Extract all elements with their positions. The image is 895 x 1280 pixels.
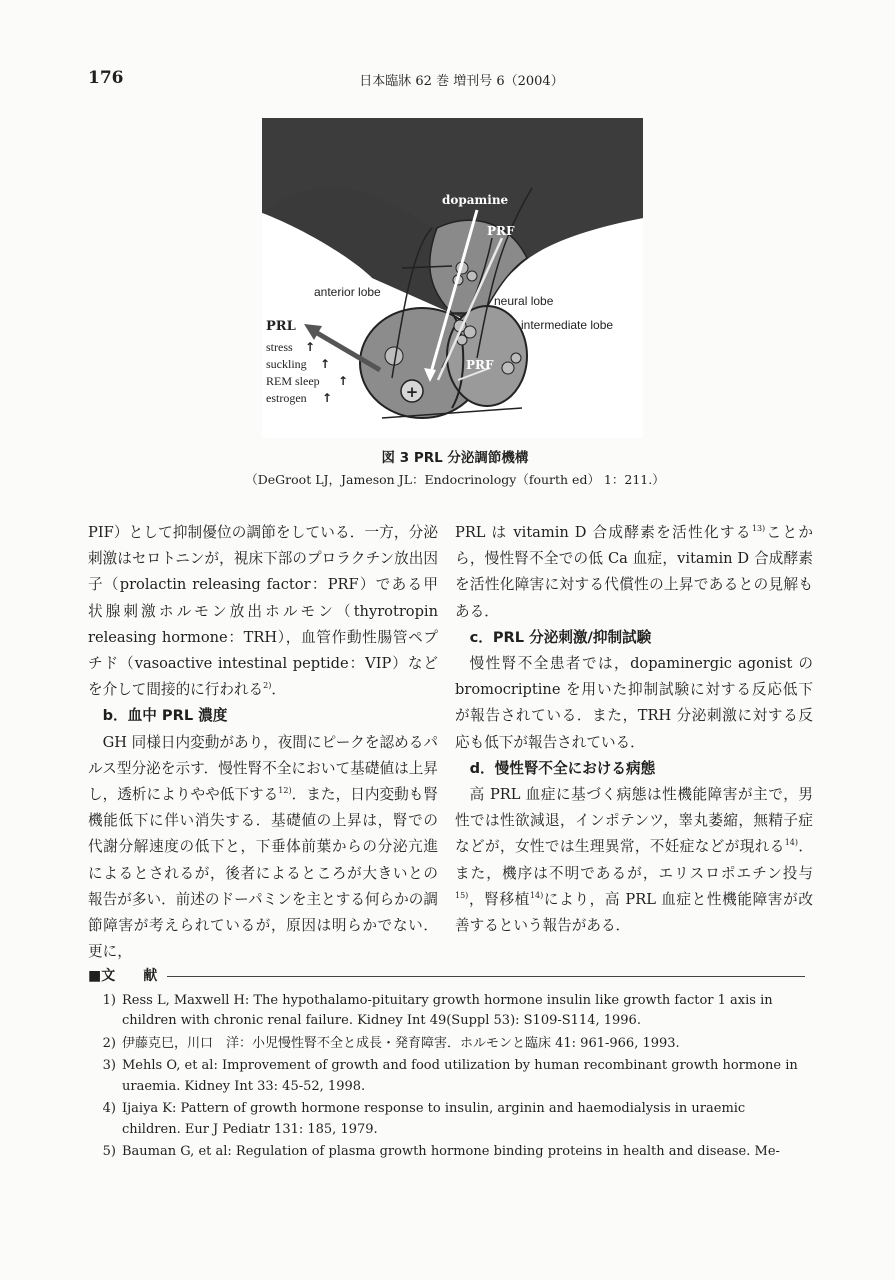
citation: 14): [529, 890, 544, 900]
label-estrogen: estrogen: [266, 391, 307, 405]
citation: 13): [751, 524, 766, 534]
paragraph: 高 PRL 血症に基づく病態は性機能障害が主で，男性では性欲減退，インポテンツ，睾丸萎縮，無精子症などが，女性では生理異常，不妊症などが現れる$^{14)}$．また，機序は不明であるが，エリスロポエチン投与$^{15)}$，腎移植$^{14)}$により，高 PRL 血症と性機能障害が改善するという報告がある．: [455, 786, 813, 935]
reference-item: 3) Mehls O, et al: Improvement of growth and food utilization by human recombinant growth hormone in uraemia. Kidney Int 33: 45-52, 1998.: [102, 1058, 798, 1094]
section-heading-c: c．PRL 分泌刺激/抑制試験: [469, 628, 652, 646]
paragraph: GH 同様日内変動があり，夜間にピークを認めるパルス型分泌を示す．慢性腎不全において基礎値は上昇し，透析によりやや低下する$^{12)}$．また，日内変動も腎機能低下に伴い消失する．基礎値の上昇は，腎での代謝分解速度の低下と，下垂体前葉からの分泌亢進によるとされるが，後者によるところが大きいとの報告が多い．前述のドーパミンを主とする何らかの調節障害が考えられているが，原因は明らかでない．更に，: [88, 733, 438, 961]
label-stress: stress: [266, 340, 293, 354]
label-neural-lobe: neural lobe: [494, 294, 554, 308]
paragraph: 慢性腎不全患者では，dopaminergic agonist の bromocriptine を用いた抑制試験に対する反応低下が報告されている．また，TRH 分泌刺激に対する反応も低下が報告されている．: [455, 655, 813, 751]
figure-caption-source: （DeGroot LJ，Jameson JL：Endocrinology（fourth ed） 1：211.）: [245, 472, 665, 487]
paragraph: PIF）として抑制優位の調節をしている．一方，分泌刺激はセロトニンが，視床下部のプロラクチン放出因子（prolactin releasing factor：PRF）である甲状腺刺激ホルモン放出ホルモン（thyrotropin releasing hormone：TRH），血管作動性腸管ペプチド（vasoactive intestinal peptide：VIP）などを介して間接的に行われる$^{2)}$．: [88, 524, 438, 699]
label-suckling: suckling: [266, 357, 307, 371]
arrow-up-icon: ↑: [320, 357, 331, 371]
references-section: [88, 966, 805, 1165]
arrow-up-icon: ↑: [305, 340, 316, 354]
figure-caption-title: 図 3 PRL 分泌調節機構: [381, 450, 529, 466]
plus-sign: +: [405, 383, 419, 401]
divider: [167, 976, 805, 977]
paragraph: PRL は vitamin D 合成酵素を活性化する$^{13)}$ことから，慢性腎不全での低 Ca 血症，vitamin D 合成酵素を活性化障害に対する代償性の上昇であるとの見解もある．: [455, 524, 813, 620]
journal-title: 日本臨牀 62 巻 増刊号 6（2004）: [359, 74, 564, 89]
figure-prl-regulation: [262, 118, 643, 438]
arrow-up-icon: ↑: [322, 391, 333, 405]
section-heading-b: b．血中 PRL 濃度: [102, 707, 228, 725]
reference-item: 5) Bauman G, et al: Regulation of plasma growth hormone binding proteins in health and disease. Me-: [102, 1144, 780, 1159]
citation: 2): [263, 681, 272, 691]
label-prl: PRL: [266, 319, 296, 334]
page-number: 176: [88, 68, 124, 88]
section-heading-d: d．慢性腎不全における病態: [469, 759, 656, 777]
arrow-up-icon: ↑: [338, 374, 349, 388]
left-column: [88, 520, 438, 965]
label-prf-top: PRF: [487, 224, 515, 238]
references-heading: ■文 献: [88, 966, 805, 987]
label-anterior-lobe: anterior lobe: [314, 285, 381, 299]
right-column: [455, 520, 813, 939]
label-intermediate-lobe: intermediate lobe: [521, 318, 614, 332]
reference-item: 2) 伊藤克巳，川口 洋：小児慢性腎不全と成長・発育障害．ホルモンと臨床 41: 961-966, 1993.: [102, 1035, 680, 1051]
citation: 15): [455, 890, 469, 900]
label-dopamine: dopamine: [442, 193, 509, 207]
page-header: [88, 68, 835, 92]
reference-item: 1) Ress L, Maxwell H: The hypothalamo-pituitary growth hormone insulin like growth factor 1 axis in children with chronic renal failure. Kidney Int 49(Suppl 53): S109-S114, 1996.: [102, 992, 773, 1028]
citation: 14): [784, 838, 798, 848]
label-rem-sleep: REM sleep: [266, 374, 320, 388]
reference-item: 4) Ijaiya K: Pattern of growth hormone response to insulin, arginin and haemodialysis in uraemic children. Eur J Pediatr 131: 185, 1979.: [102, 1101, 746, 1137]
citation: 12): [278, 786, 292, 796]
label-prf-bottom: PRF: [466, 358, 494, 372]
